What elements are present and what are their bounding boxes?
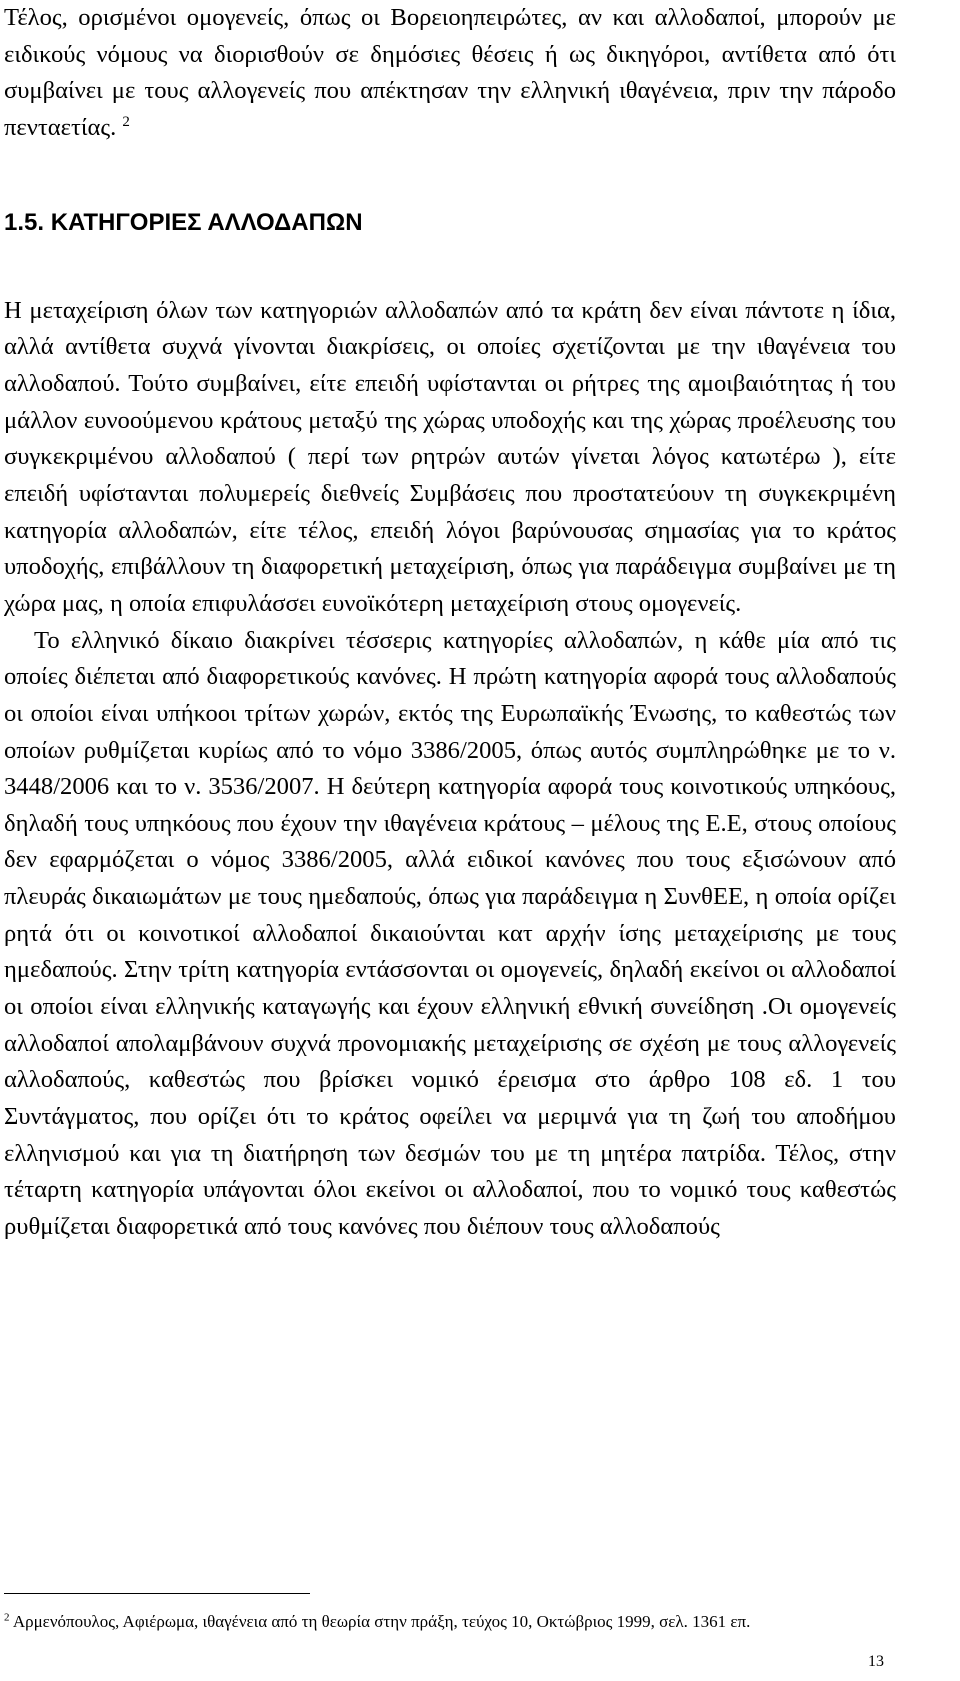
footnote-separator — [4, 1593, 310, 1594]
footnote-marker: 2 — [4, 1611, 10, 1624]
intro-paragraph — [4, 0, 896, 147]
intro-paragraph-text: Τέλος, ορισμένοι ομογενείς, όπως οι Βορειοηπειρώτες, αν και αλλοδαποί, μπορούν με ειδικούς νόμους να διορισθούν σε δημόσιες θέσεις ή ως δικηγόροι, αντίθετα από ότι συμβαίνει με τους αλλογενείς που απέκτησαν την ελληνική ιθαγένεια, πριν την πάροδο πενταετίας. — [4, 4, 896, 141]
footnote-text: Αρμενόπουλος, Αφιέρωμα, ιθαγένεια από τη θεωρία στην πράξη, τεύχος 10, Οκτώβριος 1999, σελ. 1361 επ. — [12, 1612, 751, 1631]
document-page — [4, 0, 896, 1246]
body-paragraph-2: Το ελληνικό δίκαιο διακρίνει τέσσερις κατηγορίες αλλοδαπών, η κάθε μία από τις οποίες διέπεται από διαφορετικούς κανόνες. Η πρώτη κατηγορία αφορά τους αλλοδαπούς οι οποίοι είναι υπήκοοι τρίτων χωρών, εκτός της Ευρωπαϊκής Ένωσης, το καθεστώς των οποίων ρυθμίζεται κυρίως από το νόμο 3386/2005, όπως αυτός συμπληρώθηκε με το ν. 3448/2006 και το ν. 3536/2007. Η δεύτερη κατηγορία αφορά τους κοινοτικούς υπηκόους, δηλαδή τους υπηκόους που έχουν την ιθαγένεια κράτους – μέλους της Ε.Ε, στους οποίους δεν εφαρμόζεται ο νόμος 3386/2005, αλλά ειδικοί κανόνες που τους εξισώνουν από πλευράς δικαιωμάτων με τους ημεδαπούς, όπως για παράδειγμα η ΣυνθΕΕ, η οποία ορίζει ρητά ότι οι κοινοτικοί αλλοδαποί δικαιούνται κατ αρχήν ίσης μεταχείρισης με τους ημεδαπούς. Στην τρίτη κατηγορία εντάσσονται οι ομογενείς, δηλαδή εκείνοι οι αλλοδαποί οι οποίοι είναι ελληνικής καταγωγής και έχουν ελληνική εθνική συνείδηση .Οι ομογενείς αλλοδαποί απολαμβάνουν συχνά προνομιακής μεταχείρισης σε σχέση με τους αλλογενείς αλλοδαπούς, καθεστώς που βρίσκει νομικό έρεισμα στο άρθρο 108 εδ. 1 του Συντάγματος, που ορίζει ότι το κράτος οφείλει να μεριμνά για τη ζωή του αποδήμου ελληνισμού και για τη διατήρηση των δεσμών του με τη μητέρα πατρίδα. Τέλος, στην τέταρτη κατηγορία υπάγονται όλοι εκείνοι οι αλλοδαποί, που το νομικό τους καθεστώς ρυθμίζεται διαφορετικά από τους κανόνες που διέπουν τους αλλοδαπούς — [4, 626, 896, 1241]
section-heading: 1.5. ΚΑΤΗΓΟΡΙΕΣ ΑΛΛΟΔΑΠΩΝ — [4, 208, 363, 236]
body-paragraph-1: Η μεταχείριση όλων των κατηγοριών αλλοδαπών από τα κράτη δεν είναι πάντοτε η ίδια, αλλά αντίθετα συχνά γίνονται διακρίσεις, οι οποίες σχετίζονται με την ιθαγένεια του αλλοδαπού. Τούτο συμβαίνει, είτε επειδή υφίστανται οι ρήτρες της αμοιβαιότητας ή του μάλλον ευνοούμενου κράτους μεταξύ της χώρας υποδοχής και της χώρας προέλευσης του συγκεκριμένου αλλοδαπού ( περί των ρητρών αυτών γίνεται λόγος κατωτέρω ), είτε επειδή υφίστανται πολυμερείς διεθνείς Συμβάσεις που προστατεύουν τη συγκεκριμένη κατηγορία αλλοδαπών, είτε τέλος, επειδή λόγοι βαρύνουσας σημασίας για το κράτος υποδοχής, επιβάλλουν τη διαφορετική μεταχείριση, όπως για παράδειγμα συμβαίνει με τη χώρα μας, η οποία επιφυλάσσει ευνοϊκότερη μεταχείριση στους ομογενείς. — [4, 296, 896, 617]
footnote — [4, 1608, 896, 1636]
page-number: 13 — [868, 1653, 884, 1670]
footnote-reference[interactable]: 2 — [122, 113, 130, 130]
